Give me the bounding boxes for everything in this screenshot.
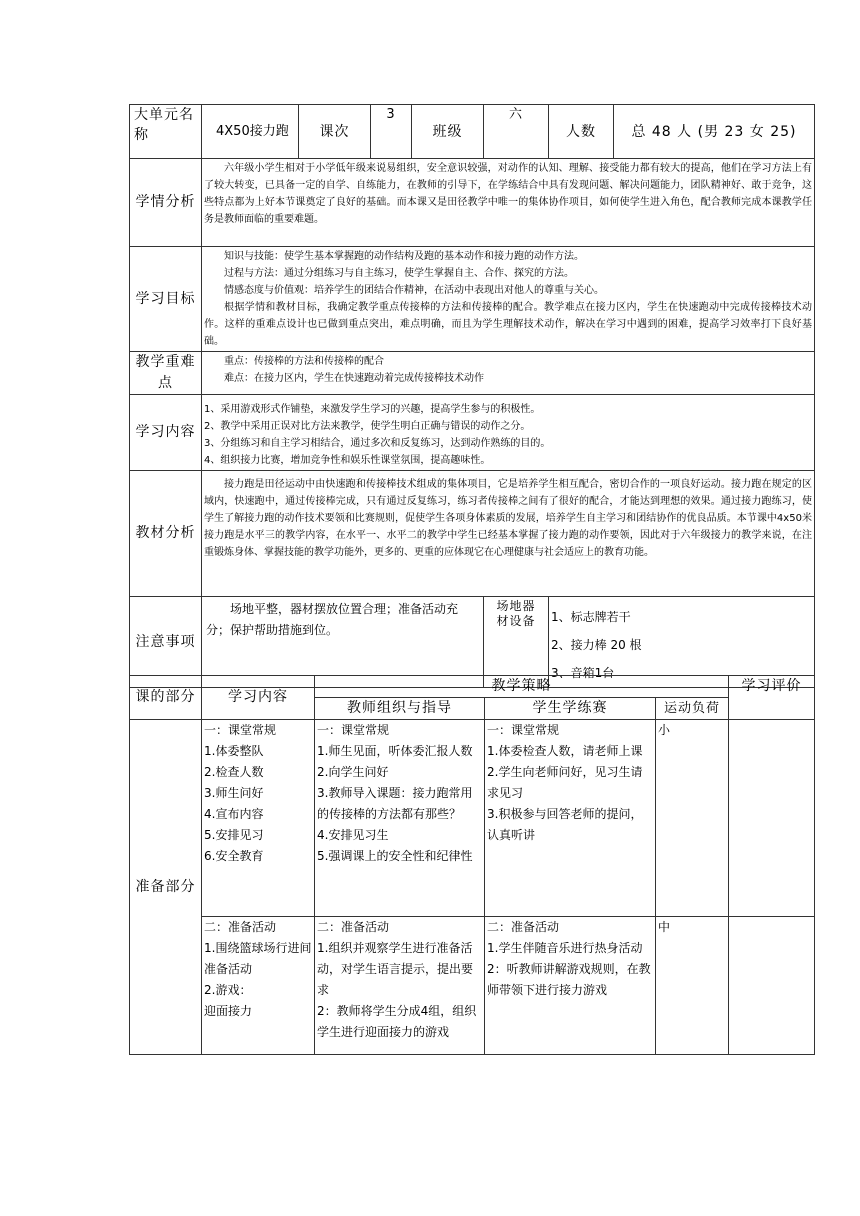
content-line: 迎面接力 <box>204 1004 253 1018</box>
col-load: 运动负荷 <box>656 698 729 720</box>
count-value: 总 48 人 (男 23 女 25) <box>614 105 815 159</box>
row1-eval <box>729 720 815 917</box>
content-line: 1.体委整队 <box>204 744 264 758</box>
lessons-value: 3 <box>371 105 412 159</box>
neirong-label: 学习内容 <box>130 395 202 471</box>
equip-item: 1、标志牌若干 <box>551 610 631 624</box>
teacher-line: 3.教师导入课题：接力跑常用的传接棒的方法都有那些？ <box>317 786 473 821</box>
col-eval: 学习评价 <box>729 676 815 698</box>
class-value: 六 <box>484 105 549 159</box>
content-line: 3.师生问好 <box>204 786 264 800</box>
student-line: 3.积极参与回答老师的提问，认真听讲 <box>487 807 643 842</box>
mubiao-line: 过程与方法：通过分组练习与自主练习，使学生掌握自主、合作、探究的方法。 <box>224 268 574 279</box>
mubiao-line: 知识与技能：使学生基本掌握跑的动作结构及跑的基本动作和接力跑的动作方法。 <box>224 251 584 262</box>
row1-load: 小 <box>656 720 729 917</box>
mubiao-label: 学习目标 <box>130 247 202 352</box>
col-strategy: 教学策略 <box>315 676 729 698</box>
student-line: 一：课堂常规 <box>487 723 560 737</box>
content-line: 1.围绕篮球场行进间准备活动 <box>204 941 312 976</box>
zhongnan-label: 教学重难点 <box>130 352 202 395</box>
content-line: 4.宣布内容 <box>204 807 264 821</box>
xueqing-text: 六年级小学生相对于小学低年级来说易组织，安全意识较强，对动作的认知、理解、接受能力都有较大的提高，他们在学习方法上有了较大转变，已具备一定的自学、自练能力，在教师的引导下，在学练结合中具有发现问题、解决问题能力，团队精神好、敢于竞争，这些特点都为上好本节课奠定了良好的基础。而本课又是田径教学中唯一的集体协作项目，如何使学生进入角色，配合教师完成本课教学任务是教师面临的重要难题。 <box>202 159 815 247</box>
lessons-label: 课次 <box>299 105 371 159</box>
content-line: 2.检查人数 <box>204 765 264 779</box>
teacher-line: 一：课堂常规 <box>317 723 390 737</box>
content-line: 二：准备活动 <box>204 920 277 934</box>
student-line: 1.学生伴随音乐进行热身活动 <box>487 941 643 955</box>
eval-spacer <box>729 698 815 720</box>
row1-teacher <box>315 720 485 917</box>
col-content: 学习内容 <box>202 676 315 720</box>
jiaocai-row <box>130 471 815 597</box>
neirong-row <box>130 395 815 471</box>
zhongnan-line: 难点：在接力区内，学生在快速跑动着完成传接棒技术动作 <box>224 373 484 384</box>
teacher-line: 2：教师将学生分成4组，组织学生进行迎面接力的游戏 <box>317 1004 477 1039</box>
xueqing-row <box>130 159 815 247</box>
row2-teacher <box>315 917 485 1055</box>
equip-item: 3、音箱1台 <box>551 666 615 680</box>
equip-label: 场地器材设备 <box>484 597 549 688</box>
teacher-line: 5.强调课上的安全性和纪律性 <box>317 849 473 863</box>
teacher-line: 1.师生见面，听体委汇报人数 <box>317 744 473 758</box>
zhuyi-label: 注意事项 <box>130 597 202 688</box>
neirong-text <box>202 395 815 471</box>
content-line: 2.游戏： <box>204 983 252 997</box>
mubiao-row <box>130 247 815 352</box>
procedure-header-row <box>130 676 815 698</box>
mubiao-line: 情感态度与价值观：培养学生的团结合作精神，在活动中表现出对他人的尊重与关心。 <box>224 285 604 296</box>
content-line: 5.安排见习 <box>204 828 264 842</box>
neirong-line: 1、采用游戏形式作铺垫，来激发学生学习的兴趣，提高学生参与的积极性。 <box>204 404 541 415</box>
neirong-line: 2、教学中采用正误对比方法来教学，使学生明白正确与错误的动作之分。 <box>204 421 531 432</box>
procedure-row-2 <box>130 917 815 1055</box>
student-line: 1.体委检查人数，请老师上课 <box>487 744 643 758</box>
neirong-line: 4、组织接力比赛，增加竞争性和娱乐性课堂氛围，提高趣味性。 <box>204 455 491 466</box>
procedure-row-1 <box>130 720 815 917</box>
neirong-line: 3、分组练习和自主学习相结合，通过多次和反复练习，达到动作熟练的目的。 <box>204 438 551 449</box>
student-line: 2.学生向老师问好，见习生请求见习 <box>487 765 643 800</box>
teacher-line: 4.安排见习生 <box>317 828 389 842</box>
zhuyi-row <box>130 597 815 688</box>
class-label: 班级 <box>412 105 484 159</box>
col-part: 课的部分 <box>130 676 202 720</box>
row2-content <box>202 917 315 1055</box>
content-line: 6.安全教育 <box>204 849 264 863</box>
student-line: 二：准备活动 <box>487 920 560 934</box>
header-row <box>130 105 815 159</box>
row2-student <box>485 917 656 1055</box>
jiaocai-text: 接力跑是田径运动中由快速跑和传接棒技术组成的集体项目，它是培养学生相互配合，密切合作的一项良好运动。接力跑在规定的区域内，快速跑中，通过传接棒完成，只有通过反复练习，练习者传接棒之间有了很好的配合，才能达到理想的效果。通过接力跑练习，使学生了解接力跑的动作技术要领和比赛规则，促使学生各项身体素质的发展，培养学生自主学习和团结协作的优良品质。本节课中4x50米接力跑是水平三的教学内容，在水平一、水平二的教学中学生已经基本掌握了接力跑的动作要领，因此对于六年级接力的教学来说，在注重锻炼身体、掌握技能的教学功能外，更多的、更重的应体现它在心理健康与社会适应上的教育功能。 <box>202 471 815 597</box>
row2-eval <box>729 917 815 1055</box>
mubiao-line: 根据学情和教材目标，我确定教学重点传接棒的方法和传接棒的配合。教学难点在接力区内，学生在快速跑动中完成传接棒技术动作。这样的重难点设计也已做到重点突出，难点明确，而且为学生理解技术动作，解决在学习中遇到的困难，提高学习效率打下良好基础。 <box>204 302 812 347</box>
mubiao-text <box>202 247 815 352</box>
lesson-procedure-table <box>129 675 815 1055</box>
col-teacher: 教师组织与指导 <box>315 698 485 720</box>
xueqing-label: 学情分析 <box>130 159 202 247</box>
lesson-info-table <box>129 104 815 688</box>
row1-content <box>202 720 315 917</box>
jiaocai-label: 教材分析 <box>130 471 202 597</box>
row2-load: 中 <box>656 917 729 1055</box>
zhuyi-text: 场地平整，器材摆放位置合理；准备活动充分；保护帮助措施到位。 <box>202 597 484 688</box>
content-line: 一：课堂常规 <box>204 723 277 737</box>
teacher-line: 2.向学生问好 <box>317 765 389 779</box>
teacher-line: 二：准备活动 <box>317 920 390 934</box>
unit-label: 大单元名称 <box>130 105 202 159</box>
zhongnan-row <box>130 352 815 395</box>
equip-item: 2、接力棒 20 根 <box>551 638 642 652</box>
unit-value: 4X50接力跑 <box>202 105 299 159</box>
zhongnan-line: 重点：传接棒的方法和传接棒的配合 <box>224 356 384 367</box>
count-label: 人数 <box>549 105 614 159</box>
equip-list <box>549 597 815 688</box>
zhongnan-text <box>202 352 815 395</box>
student-line: 2：听教师讲解游戏规则，在教师带领下进行接力游戏 <box>487 962 651 997</box>
section-label: 准备部分 <box>130 720 202 1055</box>
row1-student <box>485 720 656 917</box>
teacher-line: 1.组织并观察学生进行准备活动，对学生语言提示，提出要求 <box>317 941 474 997</box>
col-student: 学生学练赛 <box>485 698 656 720</box>
